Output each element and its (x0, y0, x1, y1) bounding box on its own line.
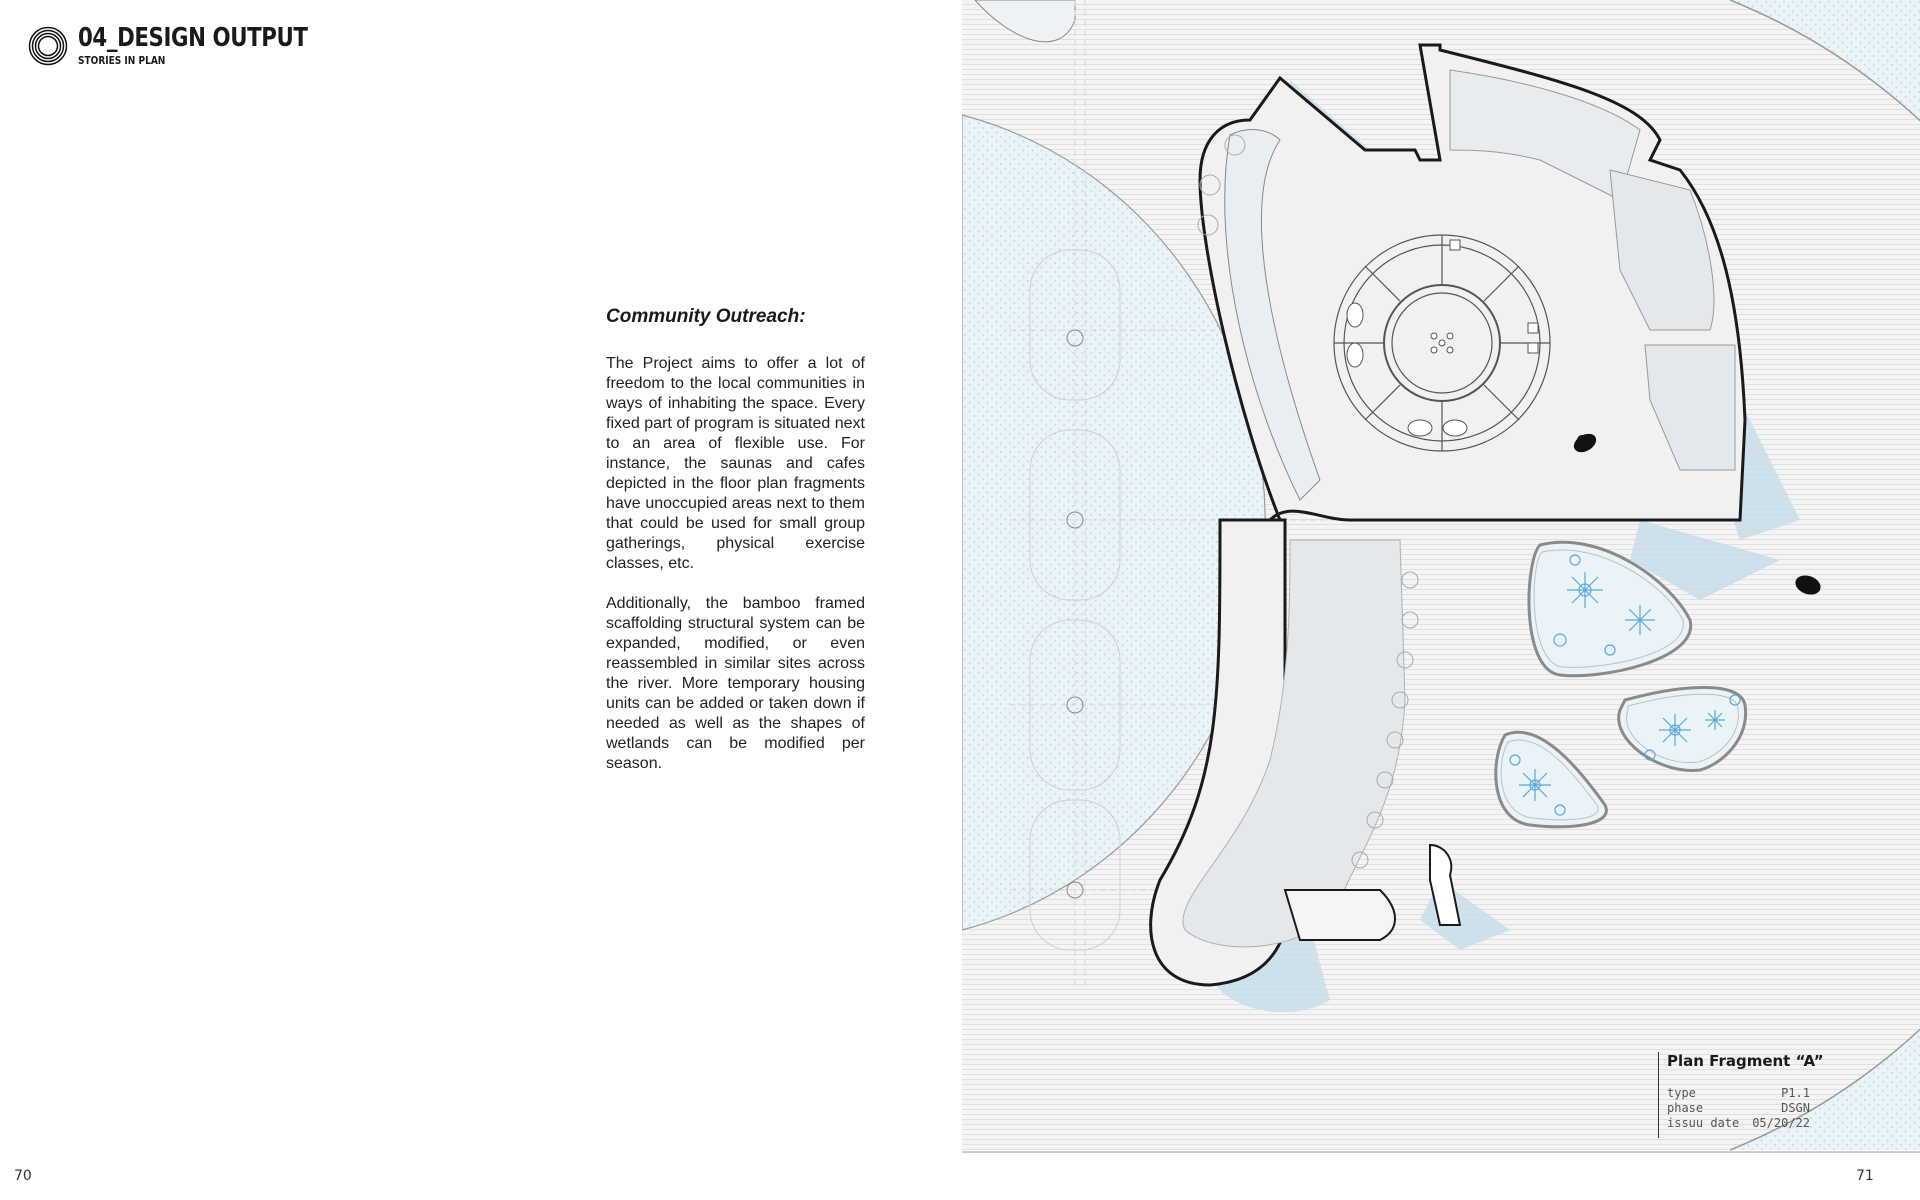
logo-rings-icon (28, 26, 68, 66)
dock-platform (1285, 890, 1395, 940)
right-page (962, 0, 1920, 1200)
article-block (606, 306, 865, 794)
legend-row-phase (1667, 1101, 1810, 1116)
legend-row-type (1667, 1086, 1810, 1101)
plan-legend (1658, 1052, 1824, 1138)
legend-row-issue-date (1667, 1116, 1810, 1131)
legend-value: DSGN (1781, 1101, 1810, 1115)
page-number-left: 70 (14, 1168, 32, 1184)
article-heading: Community Outreach: (606, 306, 806, 327)
legend-label: type (1667, 1086, 1696, 1100)
section-title: 04_DESIGN OUTPUT (78, 23, 308, 53)
legend-value: P1.1 (1781, 1086, 1810, 1100)
legend-label: phase (1667, 1101, 1704, 1115)
article-paragraph-1: The Project aims to offer a lot of freedom to the local communities in ways of inhabiting the space. Every fixed part of program is situated next to an area of flexible use. For instance, the saunas and cafes depicted in the floor plan fragments have unoccupied areas next to them that could be used for small group gatherings, physical exercise classes, etc. (606, 355, 865, 572)
article-paragraph-2: Additionally, the bamboo framed scaffolding structural system can be expanded, modified, or even reassembled in similar sites across the river. More temporary housing units can be added or taken down if needed as well as the shapes of wetlands can be modified per season. (606, 595, 865, 772)
legend-label: issuu date (1667, 1116, 1740, 1130)
page-number-right: 71 (1856, 1168, 1874, 1184)
floor-plan-drawing (962, 0, 1920, 1200)
header-text (78, 24, 358, 67)
legend-title: Plan Fragment “A” (1667, 1052, 1824, 1070)
section-header (28, 24, 358, 67)
legend-value: 05/20/22 (1752, 1116, 1810, 1130)
section-subtitle: STORIES IN PLAN (78, 54, 166, 67)
